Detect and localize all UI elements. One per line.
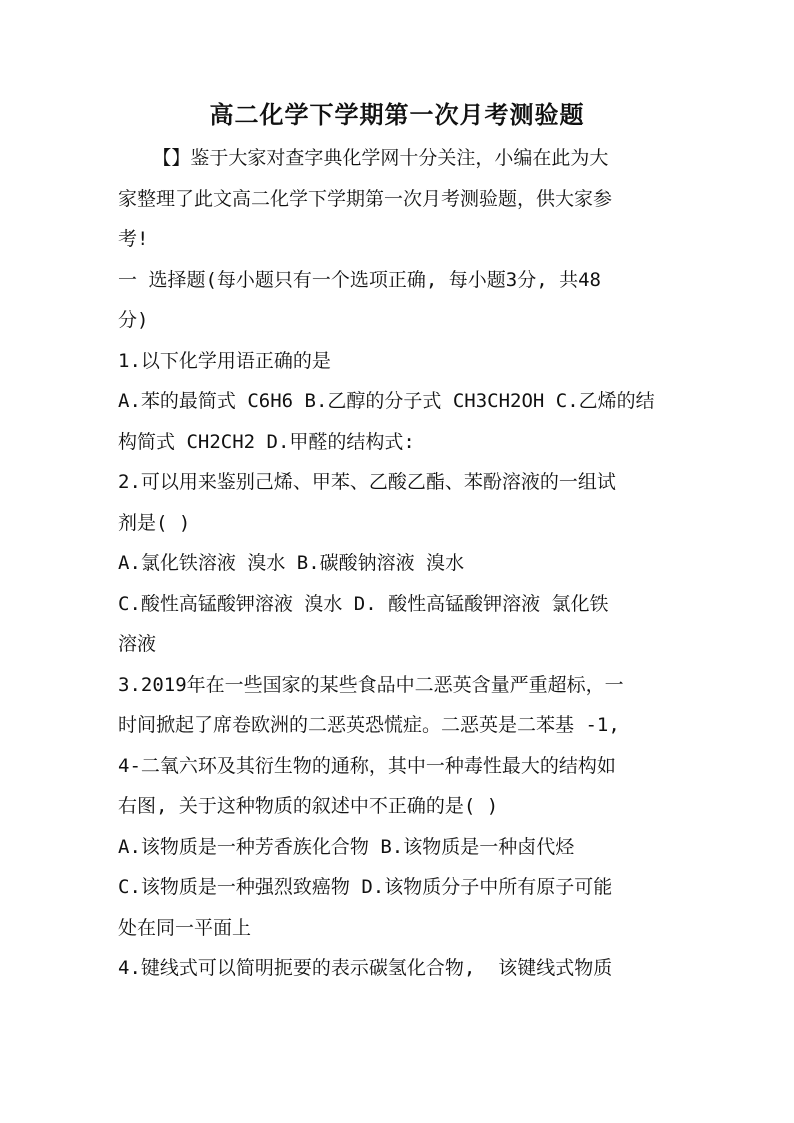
text-line: C.该物质是一种强烈致癌物 D.该物质分子中所有原子可能 bbox=[118, 876, 613, 898]
text-line: 家整理了此文高二化学下学期第一次月考测验题，供大家参 bbox=[118, 187, 613, 210]
text-line: 构简式 CH2CH2 D.甲醛的结构式: bbox=[118, 430, 415, 453]
text-line: 3.2019年在一些国家的某些食品中二恶英含量严重超标，一 bbox=[118, 673, 624, 696]
text-line: 2.可以用来鉴别己烯、甲苯、乙酸乙酯、苯酚溶液的一组试 bbox=[118, 471, 616, 493]
text-line: A.该物质是一种芳香族化合物 B.该物质是一种卤代烃 bbox=[118, 835, 575, 858]
text-line: 处在同一平面上 bbox=[118, 916, 252, 939]
page-title: 高二化学下学期第一次月考测验题 bbox=[209, 100, 585, 129]
text-line: 分) bbox=[118, 309, 149, 331]
text-line: 一 选择题(每小题只有一个选项正确, 每小题3分, 共48 bbox=[118, 268, 601, 291]
text-line: 4-二氧六环及其衍生物的通称，其中一种毒性最大的结构如 bbox=[118, 754, 616, 777]
text-line: 【】鉴于大家对查字典化学网十分关注，小编在此为大 bbox=[118, 147, 609, 169]
text-line: 时间掀起了席卷欧洲的二恶英恐慌症。二恶英是二苯基 -1, bbox=[118, 714, 620, 736]
text-line: 4.键线式可以简明扼要的表示碳氢化合物, 该键线式物质 bbox=[118, 957, 613, 979]
text-line: 剂是( ) bbox=[118, 511, 191, 534]
text-line: 1.以下化学用语正确的是 bbox=[118, 349, 331, 372]
text-line: 右图, 关于这种物质的叙述中不正确的是( ) bbox=[118, 795, 499, 817]
text-line: A.苯的最简式 C6H6 B.乙醇的分子式 CH3CH2OH C.乙烯的结 bbox=[118, 390, 655, 412]
text-line: 溶液 bbox=[118, 633, 157, 655]
text-line: C.酸性高锰酸钾溶液 溴水 D. 酸性高锰酸钾溶液 氯化铁 bbox=[118, 592, 609, 615]
text-line: 考! bbox=[118, 228, 149, 250]
document-body bbox=[118, 138, 678, 989]
text-line: A.氯化铁溶液 溴水 B.碳酸钠溶液 溴水 bbox=[118, 552, 465, 574]
